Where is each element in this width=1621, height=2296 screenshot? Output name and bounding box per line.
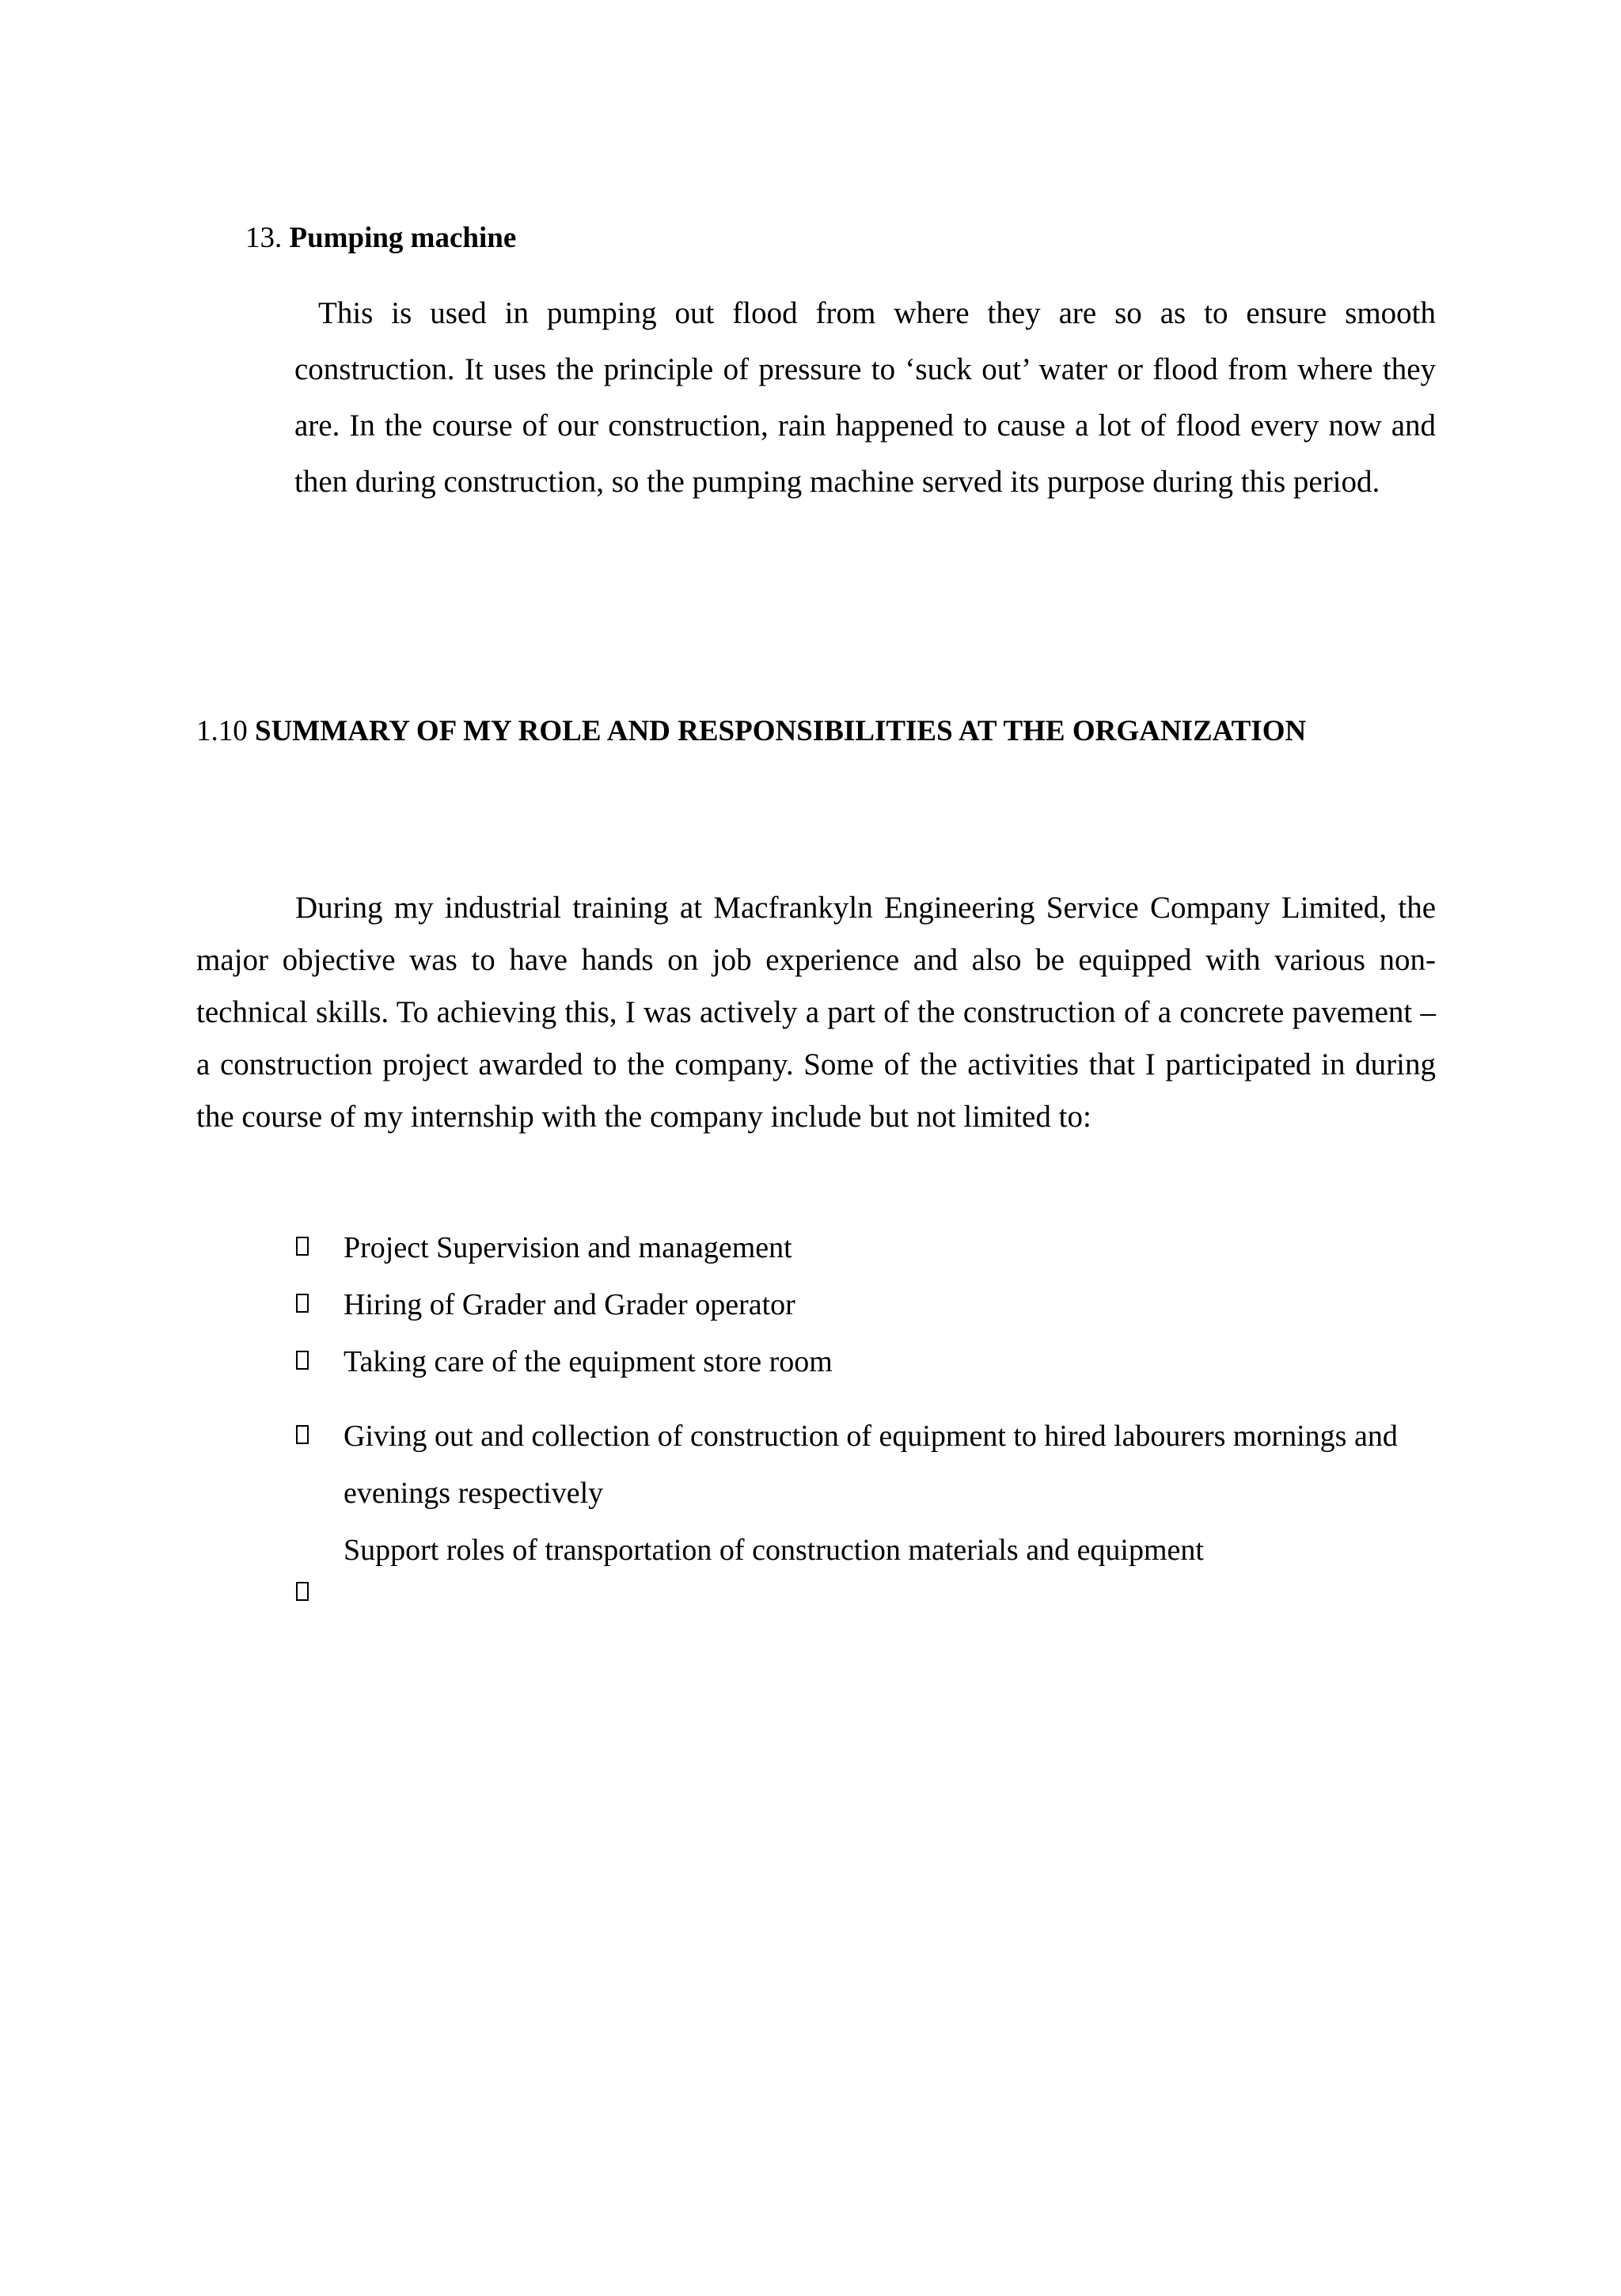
list-item	[294, 1522, 1450, 1579]
section-heading	[196, 703, 1463, 759]
item-number: 13.	[245, 222, 283, 254]
checkbox-bullet-icon	[296, 1425, 309, 1444]
list-item	[294, 1333, 1450, 1390]
list-item-text: Hiring of Grader and Grader operator	[344, 1288, 795, 1321]
summary-paragraph: During my industrial training at Macfrankyln Engineering Service Company Limited, the major objective was to have hands on job experience and also be equipped with various non-technical skills. To achieving this, I was actively a part of the construction of a concrete pavement – a construction project awarded to the company. Some of the activities that I participated in during the course of my internship with the company include but not limited to:	[196, 891, 1436, 1134]
checkbox-bullet-icon	[296, 1237, 309, 1256]
list-item-text: Support roles of transportation of construction materials and equipment	[344, 1534, 1204, 1567]
checkbox-bullet-icon	[296, 1351, 309, 1370]
list-item-text: Giving out and collection of construction of equipment to hired labourers mornings and evenings respectively	[344, 1420, 1398, 1510]
item-heading	[245, 220, 516, 257]
item-title: Pumping machine	[289, 222, 517, 254]
responsibilities-list	[294, 1219, 1450, 1579]
checkbox-bullet-icon	[296, 1582, 309, 1601]
checkbox-bullet-icon	[296, 1294, 309, 1313]
list-item	[294, 1276, 1450, 1333]
list-item	[294, 1219, 1450, 1276]
section-number: 1.10	[196, 715, 248, 747]
item-body-paragraph: This is used in pumping out flood from where they are so as to ensure smooth construction. It uses the principle of pressure to ‘suck out’ water or flood from where they are. In the course of our construction, rain happened to cause a lot of flood every now and then during construction, so the pumping machine served its purpose during this period.	[294, 296, 1436, 499]
list-item	[294, 1408, 1450, 1522]
list-item-text: Taking care of the equipment store room	[344, 1345, 833, 1378]
list-item-text: Project Supervision and management	[344, 1231, 792, 1264]
section-title: SUMMARY OF MY ROLE AND RESPONSIBILITIES AT THE ORGANIZATION	[255, 715, 1307, 747]
